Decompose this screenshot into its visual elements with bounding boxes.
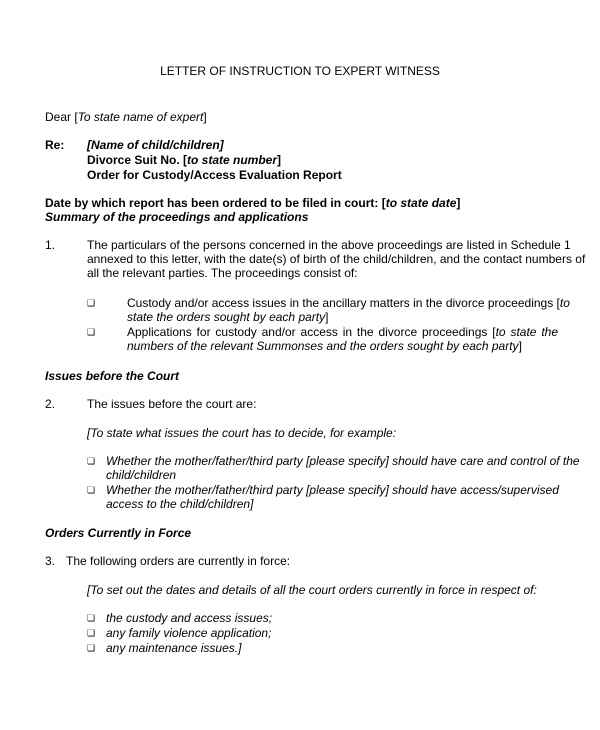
re-order: Order for Custody/Access Evaluation Report: [87, 168, 342, 182]
para3-text: The following orders are currently in force:: [66, 554, 291, 568]
para3-number: 3.: [45, 554, 56, 568]
checkbox-bullet-icon: ❑: [87, 628, 96, 638]
para3-bullet1: the custody and access issues;: [106, 611, 273, 625]
para3-bullet2: any family violence application;: [106, 626, 272, 640]
para3-bullet3: any maintenance issues.]: [106, 641, 242, 655]
issues-heading: Issues before the Court: [45, 369, 180, 383]
para2-text: The issues before the court are:: [87, 397, 257, 411]
para1-line1: The particulars of the persons concerned in the above proceedings are listed in Schedule 1: [87, 238, 571, 252]
salutation: Dear [To state name of expert]: [45, 110, 207, 124]
checkbox-bullet-icon: ❑: [87, 643, 96, 653]
para2-bullet2-line1: Whether the mother/father/third party [please specify] should have access/supervised: [106, 483, 559, 497]
para2-number: 2.: [45, 397, 56, 411]
para2-bullet1-line1: Whether the mother/father/third party [please specify] should have care and control of the: [106, 454, 580, 468]
checkbox-bullet-icon: ❑: [87, 298, 96, 308]
date-line: Date by which report has been ordered to be filed in court: [to state date]: [45, 196, 461, 210]
para2-intro: [To state what issues the court has to decide, for example:: [87, 426, 397, 440]
checkbox-bullet-icon: ❑: [87, 456, 96, 466]
para1-bullet1-line2: state the orders sought by each party]: [127, 310, 329, 324]
para2-bullet2-line2: access to the child/children]: [106, 497, 254, 511]
orders-heading: Orders Currently in Force: [45, 526, 192, 540]
re-label: Re:: [45, 138, 65, 152]
para1-bullet1-line1: Custody and/or access issues in the ancillary matters in the divorce proceedings [to: [127, 296, 570, 310]
checkbox-bullet-icon: ❑: [87, 327, 96, 337]
re-suit: Divorce Suit No. [to state number]: [87, 153, 282, 167]
para3-intro: [To set out the dates and details of all the court orders currently in force in respect of:: [87, 583, 537, 597]
checkbox-bullet-icon: ❑: [87, 485, 96, 495]
para2-bullet1-line2: child/children: [106, 468, 177, 482]
letter-title: LETTER OF INSTRUCTION TO EXPERT WITNESS: [160, 64, 440, 78]
para1-line2: annexed to this letter, with the date(s) of birth of the child/children, and the contact numbers of: [87, 252, 586, 266]
para1-bullet2-line1: Applications for custody and/or access in the divorce proceedings [to state the: [127, 325, 558, 339]
para1-line3: all the relevant parties. The proceedings consist of:: [87, 266, 358, 280]
para1-number: 1.: [45, 238, 56, 252]
summary-heading: Summary of the proceedings and applications: [45, 210, 309, 224]
para1-bullet2-line2: numbers of the relevant Summonses and the orders sought by each party]: [127, 339, 522, 353]
re-child: [Name of child/children]: [87, 138, 224, 152]
checkbox-bullet-icon: ❑: [87, 613, 96, 623]
